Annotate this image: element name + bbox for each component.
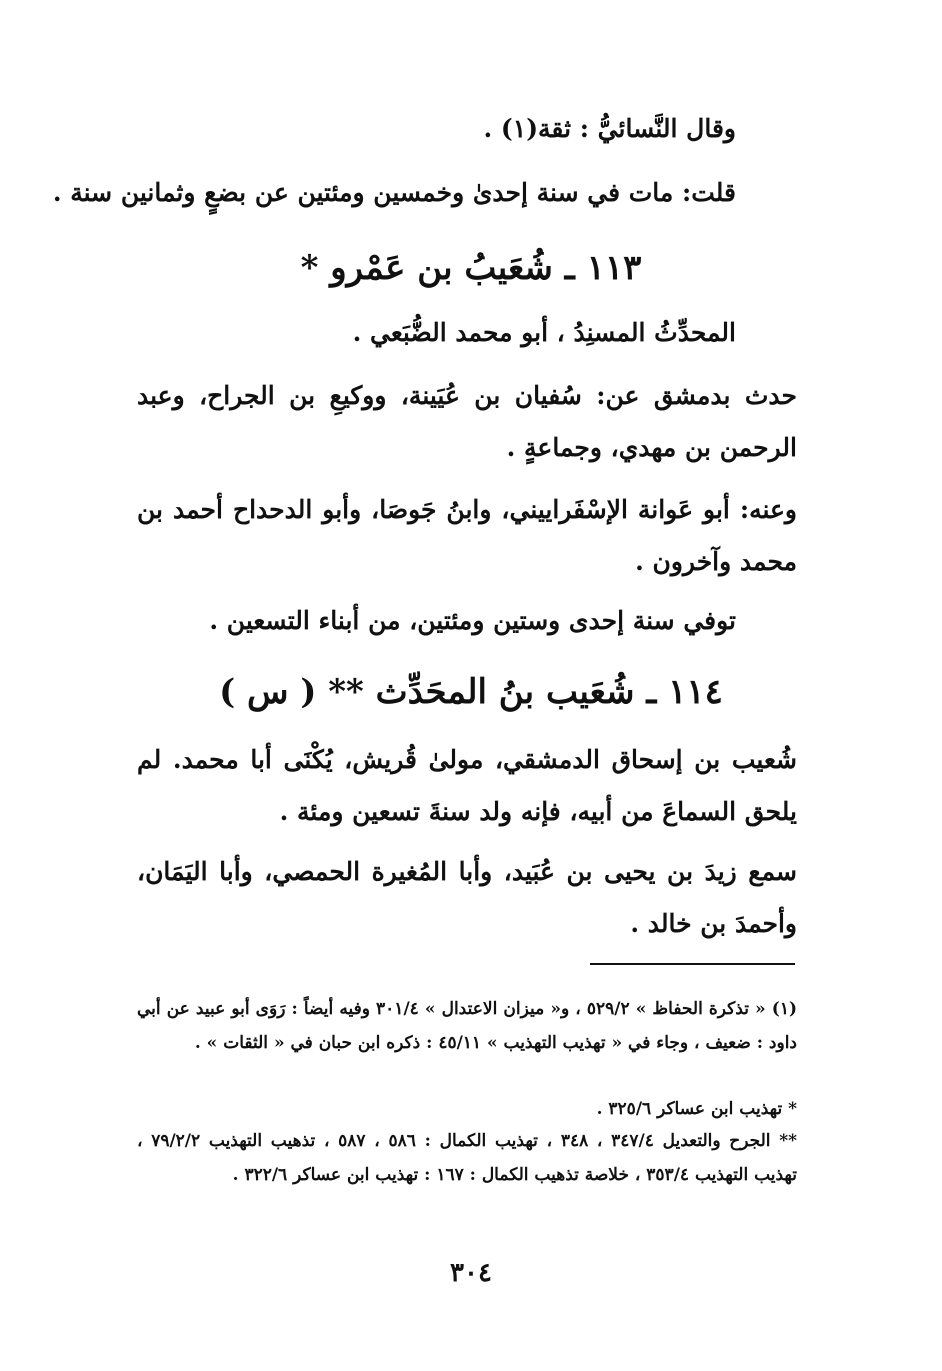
entry-114-teachers: سمع زيدَ بن يحيى بن عُبَيد، وأبا المُغيرة الحمصي، وأبا اليَمَان، وأحمدَ بن خالد .	[137, 857, 797, 938]
text-line-nasai: وقال النَّسائيُّ : ثقة(١) .	[483, 114, 736, 143]
page-number: ٣٠٤	[450, 1258, 492, 1288]
footnote-divider	[590, 963, 795, 965]
entry-113-teachers: حدث بدمشق عن: سُفيان بن عُيَينة، ووكيعِ بن الجراح، وعبد الرحمن بن مهدي، وجماعةٍ .	[137, 381, 797, 462]
entry-114-heading: ١١٤ ـ شُعَيب بنُ المحَدِّث ** ( س )	[219, 672, 723, 712]
text-line-death: قلت: مات في سنة إحدىٰ وخمسين ومئتين عن بضعٍ وثمانين سنة .	[52, 178, 736, 207]
footnote-1: (١) « تذكرة الحفاظ » ٥٢٩/٢ ، و« ميزان الاعتدال » ٣٠١/٤ وفيه أيضاً : رَوَى أبو عبيد عن أبي داود : ضعيف ، وجاء في « تهذيب التهذيب » ٤٥/١١ : ذكره ابن حبان في « الثقات » .	[137, 999, 797, 1053]
entry-113-heading: ١١٣ ـ شُعَيبُ بن عَمْرو *	[300, 248, 642, 288]
entry-113-intro: المحدِّثُ المسنِدُ ، أبو محمد الضُّبَعي .	[352, 318, 736, 347]
footnote-star: * تهذيب ابن عساكر ٣٢٥/٦ .	[596, 1099, 797, 1119]
entry-113-death: توفي سنة إحدى وستين ومئتين، من أبناء التسعين .	[209, 606, 736, 635]
entry-113-students: وعنه: أبو عَوانة الإسْفَراييني، وابنُ جَوصَا، وأبو الدحداح أحمد بن محمد وآخرون .	[137, 495, 798, 576]
entry-114-intro: شُعيب بن إسحاق الدمشقي، مولىٰ قُريش، يُكْنَى أبا محمد. لم يلحق السماعَ من أبيه، فإنه ولد سنةَ تسعين ومئة .	[137, 745, 797, 826]
footnote-double-star: ** الجرح والتعديل ٣٤٧/٤ ، ٣٤٨ ، تهذيب الكمال : ٥٨٦ ، ٥٨٧ ، تذهيب التهذيب ٧٩/٢/٢ ، تهذيب التهذيب ٣٥٣/٤ ، خلاصة تذهيب الكمال : ١٦٧ : تهذيب ابن عساكر ٣٢٢/٦ .	[137, 1131, 798, 1185]
